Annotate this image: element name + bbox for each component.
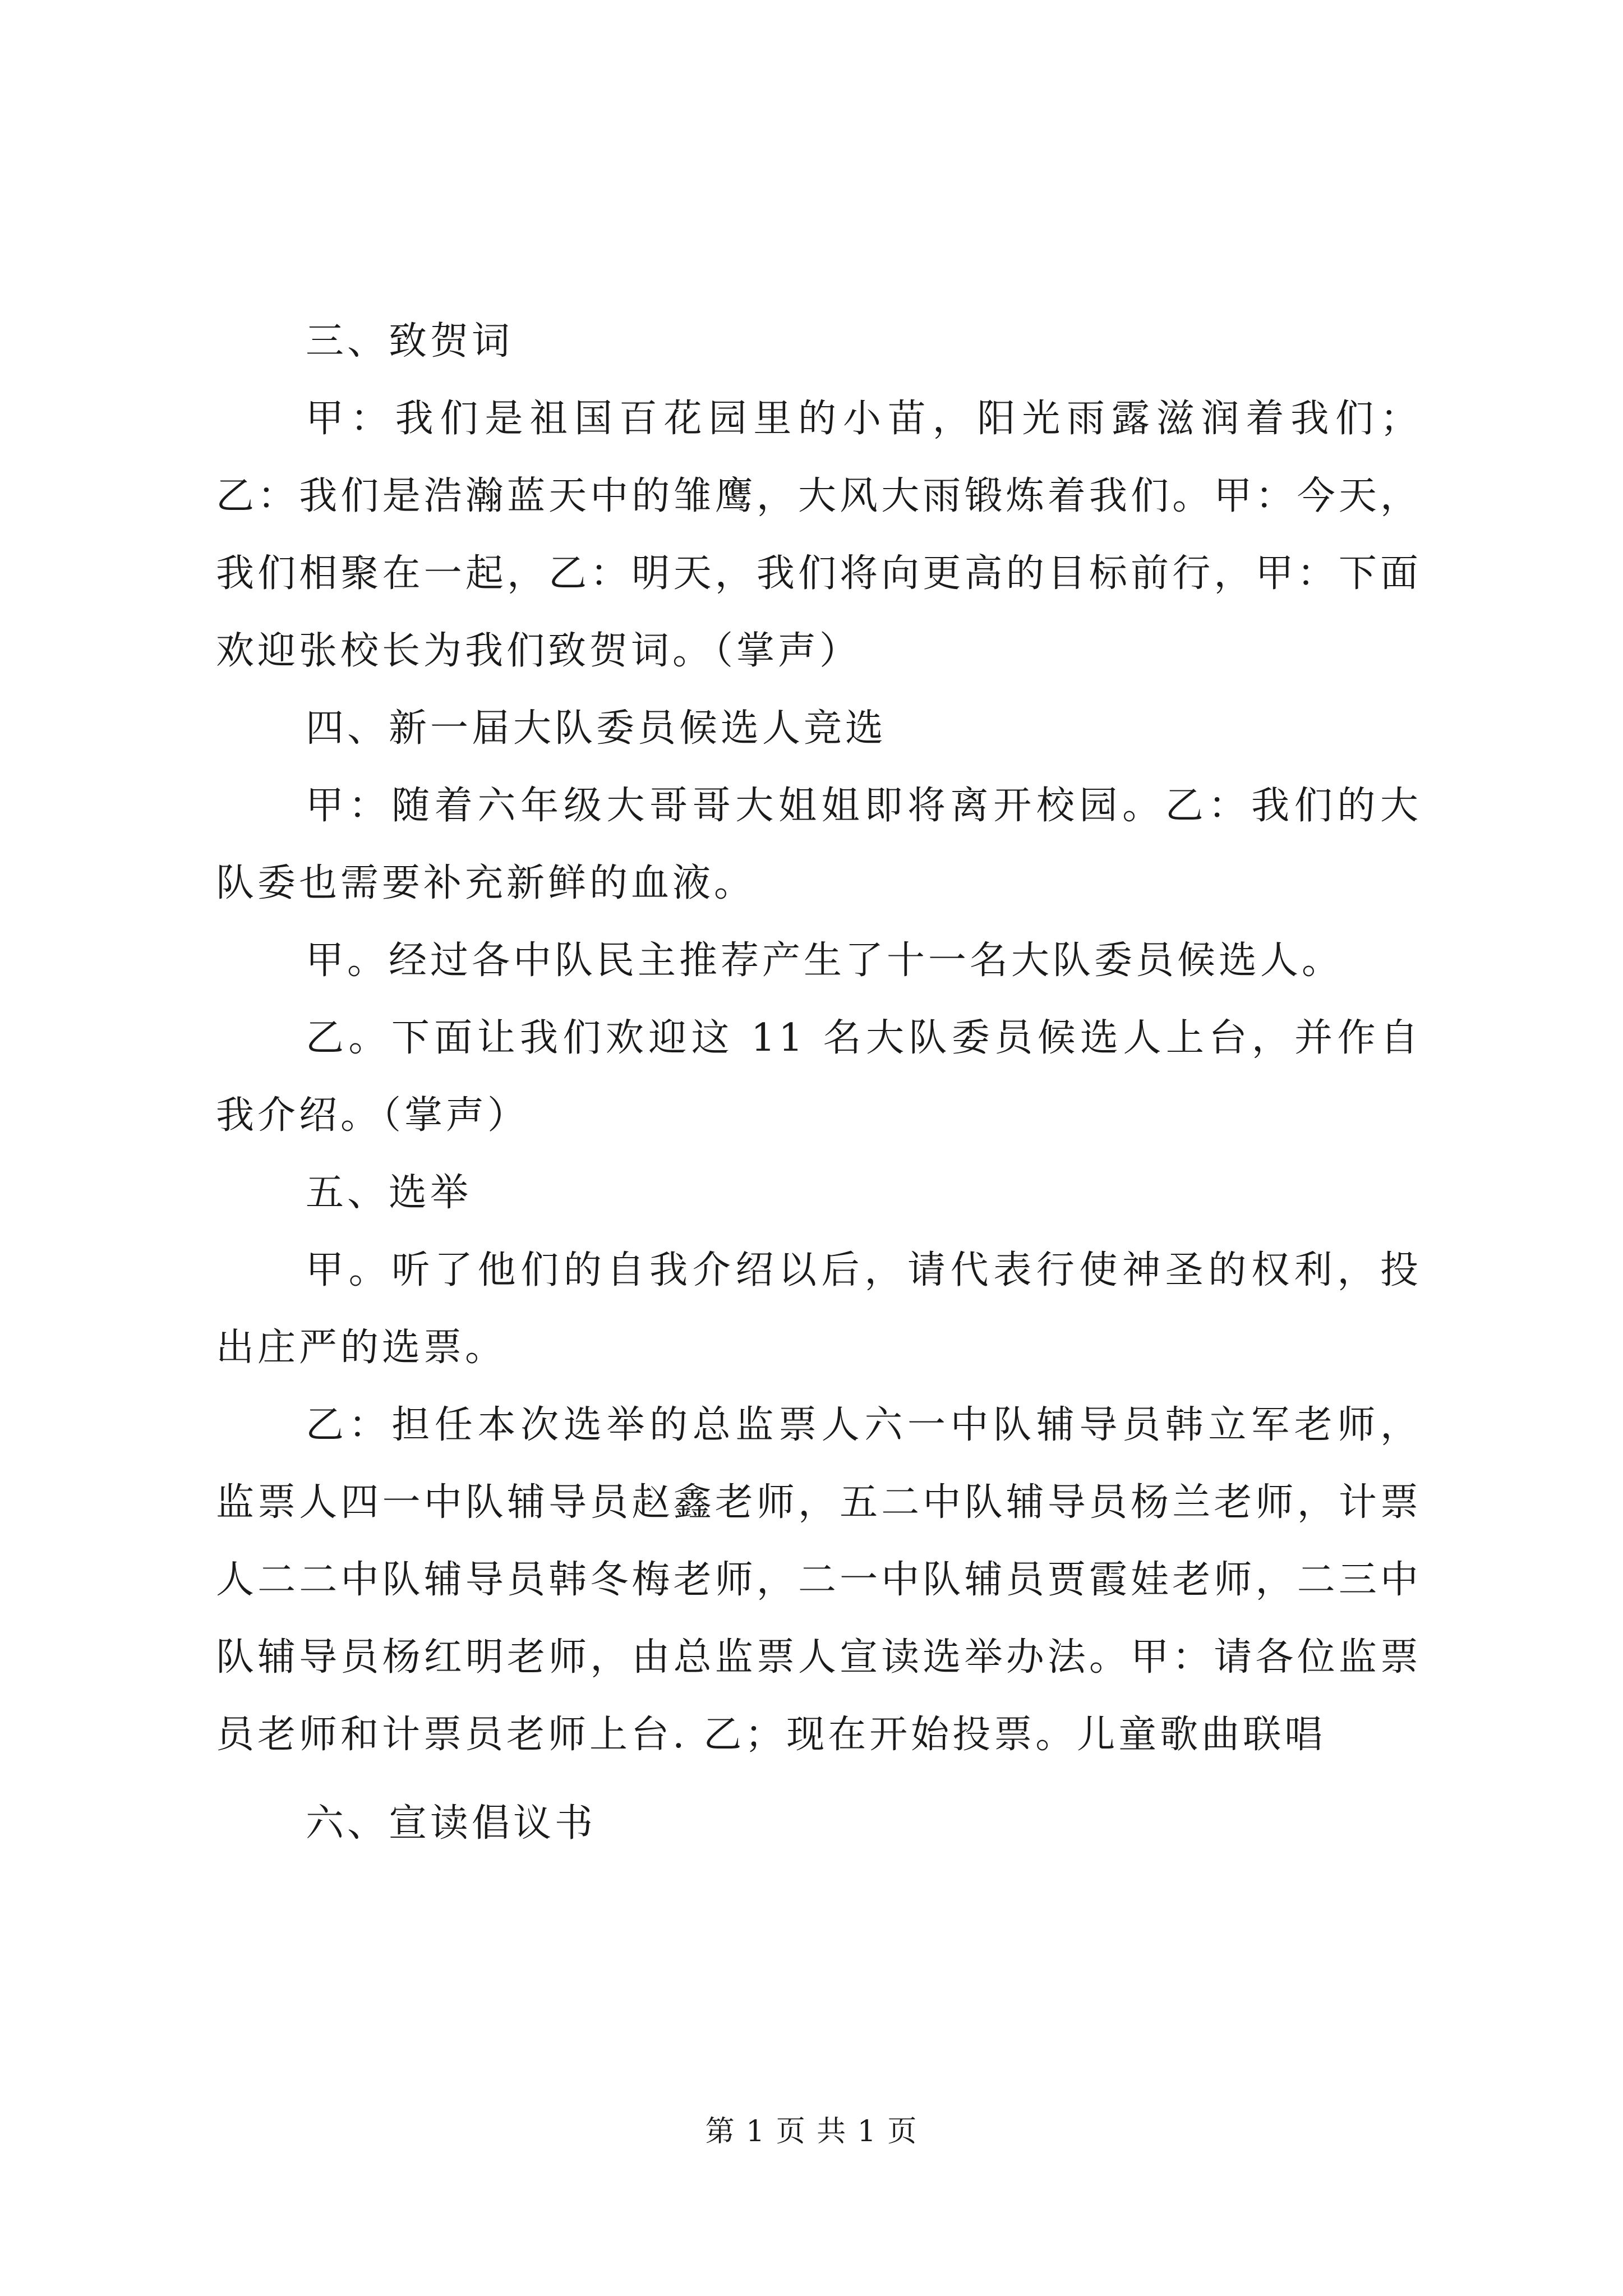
- paragraph-vote: 甲。听了他们的自我介绍以后，请代表行使神圣的权利，投出庄严的选票。: [216, 1248, 1422, 1370]
- section-heading-5: 五、选举: [306, 1171, 472, 1215]
- section-heading-3: 三、致贺词: [306, 319, 514, 364]
- section-heading-4: 四、新一届大队委员候选人竞选: [306, 706, 887, 751]
- section-heading-6: 六、宣读倡议书: [306, 1801, 597, 1846]
- paragraph-introduction: 乙。下面让我们欢迎这 11 名大队委员候选人上台，并作自我介绍。（掌声）: [216, 1016, 1422, 1138]
- paragraph-supervisors: 乙：担任本次选举的总监票人六一中队辅导员韩立军老师，监票人四一中队辅导员赵鑫老师，五二中队辅导员杨兰老师，计票人二二中队辅导员韩冬梅老师，二一中队辅员贾霞娃老师，二三中队辅导员杨红明老师，由总监票人宣读选举办法。甲：请各位监票员老师和计票员老师上台. 乙；现在开始投票。儿童歌曲联唱: [216, 1403, 1422, 1757]
- page-footer: 第 1 页 共 1 页: [705, 2115, 918, 2148]
- paragraph-greeting: 甲：我们是祖国百花园里的小苗，阳光雨露滋润着我们；乙：我们是浩瀚蓝天中的雏鹰，大风大雨锻炼着我们。甲：今天，我们相聚在一起，乙：明天，我们将向更高的目标前行，甲：下面欢迎张校长为我们致贺词。（掌声）: [216, 397, 1422, 673]
- document-body: [216, 303, 1422, 1862]
- paragraph-candidates: 甲。经过各中队民主推荐产生了十一名大队委员候选人。: [306, 938, 1344, 983]
- paragraph-graduation: 甲：随着六年级大哥哥大姐姐即将离开校园。乙：我们的大队委也需要补充新鲜的血液。: [216, 784, 1422, 905]
